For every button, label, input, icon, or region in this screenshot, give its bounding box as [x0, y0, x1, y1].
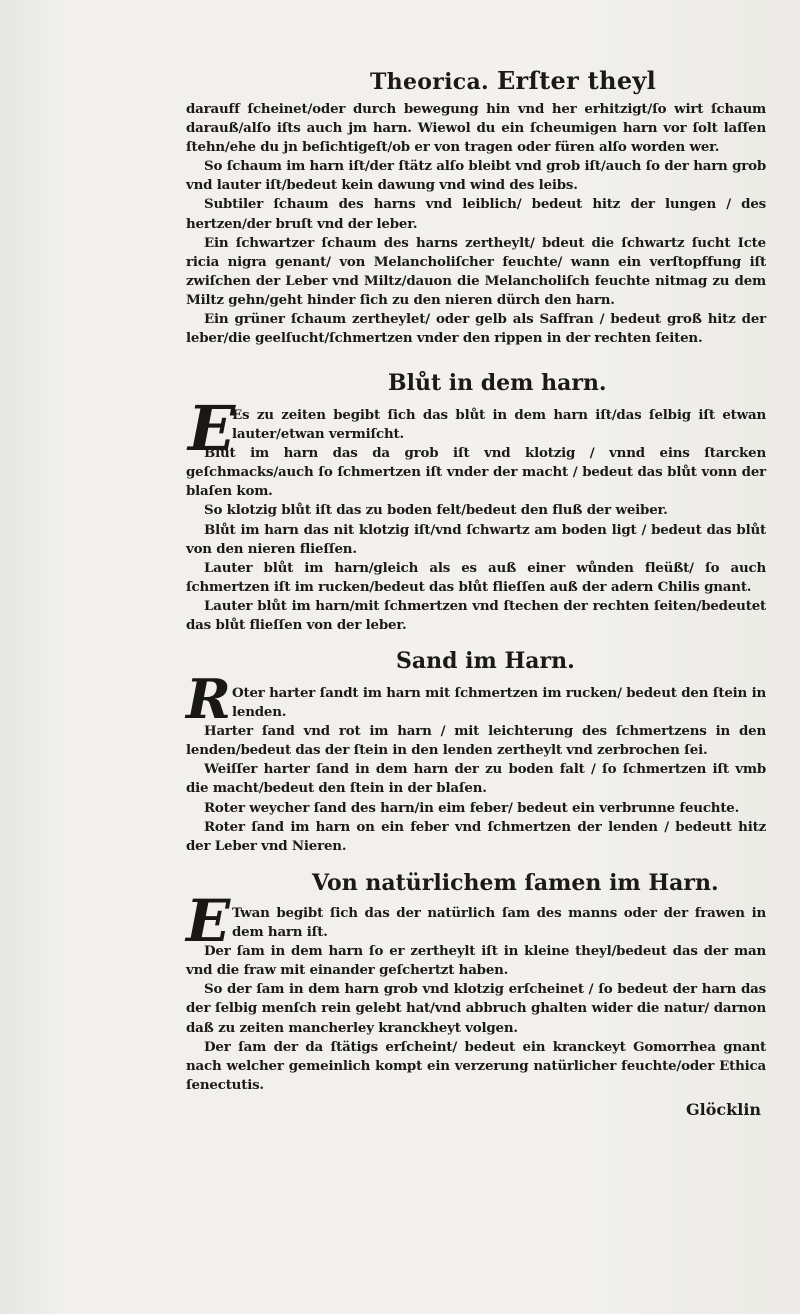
section-lead: Oter harter ſandt im harn mit ſchmertzen im rucken/ bedeut den ſtein in lenden.	[232, 685, 766, 721]
section-paragraph: Blůt im harn das nit klotzig iſt/vnd ſchwartz am boden ligt / bedeut das blůt von den nieren flieſſen.	[186, 521, 766, 557]
section-paragraph: Weiſſer harter ſand in dem harn der zu boden falt / ſo ſchmertzen iſt vmb die macht/bedeut den ſtein in der blaſen.	[186, 761, 766, 797]
header-part: Erſter theyl	[496, 66, 657, 95]
section-body	[186, 406, 766, 635]
catchword: Glöcklin	[686, 1100, 762, 1119]
section-heading: Von natürlichem ſamen im Harn.	[312, 870, 719, 896]
section-lead: Twan begibt ſich das der natürlich ſam des manns oder der frawen in dem harn iſt.	[232, 905, 766, 941]
header-title: Theorica.	[370, 69, 489, 95]
intro-paragraph: Subtiler ſchaum des harns vnd leiblich/ bedeut hitz der lungen / des hertzen/der bruſt vnd der leber.	[186, 196, 766, 232]
section-paragraph: So klotzig blůt iſt das zu boden felt/bedeut den fluß der weiber.	[204, 502, 668, 519]
section-paragraph: Harter ſand vnd rot im harn / mit leichterung des ſchmertzens in den lenden/bedeut das der ſtein in den lenden zertheylt vnd zerbrochen ſei.	[186, 723, 766, 759]
drop-capital: E	[188, 392, 236, 465]
section-paragraph: Der ſam in dem harn ſo er zertheylt iſt in kleine theyl/bedeut das der man vnd die fraw mit einander geſchertzt haben.	[186, 943, 766, 979]
section-body	[186, 904, 766, 1095]
intro-paragraph: darauff ſcheinet/oder durch bewegung hin vnd her erhitzigt/ſo wirt ſchaum darauß/alſo iſts auch jm harn. Wiewol du ein ſcheumigen harn vor ſolt laſſen ſtehn/ehe du jn beſichtigeſt/ob er von tragen oder füren alſo worden wer.	[186, 101, 766, 156]
intro-paragraph: So ſchaum im harn iſt/der ſtätz alſo bleibt vnd grob iſt/auch ſo der harn grob vnd lauter iſt/bedeut kein dawung vnd wind des leibs.	[186, 158, 766, 194]
section-paragraph: Blůt im harn das da grob iſt vnd klotzig / vnnd eins ſtarcken geſchmacks/auch ſo ſchmertzen iſt vnder der macht / bedeut das blůt vonn der blaſen kom.	[186, 445, 766, 500]
intro-paragraph: Ein ſchwartzer ſchaum des harns zertheylt/ bdeut die ſchwartz ſucht Icte ricia nigra genant/ von Melancholiſcher feuchte/ wann ein verſtopffung iſt zwiſchen der Leber vnd Miltz/dauon die Melancholiſch feuchte nitmag zu dem Miltz gehn/geht hinder ſich zu den nieren dürch den harn.	[186, 234, 766, 308]
intro-text	[186, 100, 766, 348]
section-paragraph: So der ſam in dem harn grob vnd klotzig erſcheinet / ſo bedeut der harn das der ſelbig menſch rein gelebt hat/vnd abbruch ghalten wider die natur/ darnon daß zu zeiten mancherley kranckheyt volgen.	[186, 981, 766, 1036]
section-heading: Sand im Harn.	[396, 648, 575, 674]
section-paragraph: Lauter blůt im harn/mit ſchmertzen vnd ſtechen der rechten ſeiten/bedeutet das blůt flieſſen von der leber.	[186, 597, 766, 634]
running-header	[370, 66, 656, 95]
section-heading: Blůt in dem harn.	[388, 370, 607, 396]
section-paragraph: Roter weycher ſand des harn/in eim feber/ bedeut ein verbrunne feuchte.	[204, 799, 740, 816]
section-paragraph: Lauter blůt im harn/gleich als es auß einer wůnden fleüßt/ ſo auch ſchmertzen iſt im rucken/bedeut das blůt flieſſen auß der adern Chilis gnant.	[186, 559, 766, 595]
section-paragraph: Der ſam der da ſtätigs erſcheint/ bedeut ein kranckeyt Gomorrhea gnant nach welcher gemeinlich kompt ein verzerung natürlicher feuchte/oder Ethica ſenectutis.	[186, 1038, 766, 1093]
section-lead: Es zu zeiten begibt ſich das blůt in dem harn iſt/das ſelbig iſt etwan lauter/etwan vermiſcht.	[232, 407, 766, 443]
section-paragraph: Roter ſand im harn on ein feber vnd ſchmertzen der lenden / bedeutt hitz der Leber vnd Nieren.	[186, 818, 766, 854]
drop-capital: E	[186, 887, 231, 955]
drop-capital: R	[186, 667, 231, 731]
intro-paragraph: Ein grüner ſchaum zertheylet/ oder gelb als Saffran / bedeut groß hitz der leber/die geelſucht/ſchmertzen vnder den rippen in der rechten ſeiten.	[186, 311, 766, 347]
section-body	[186, 684, 766, 856]
